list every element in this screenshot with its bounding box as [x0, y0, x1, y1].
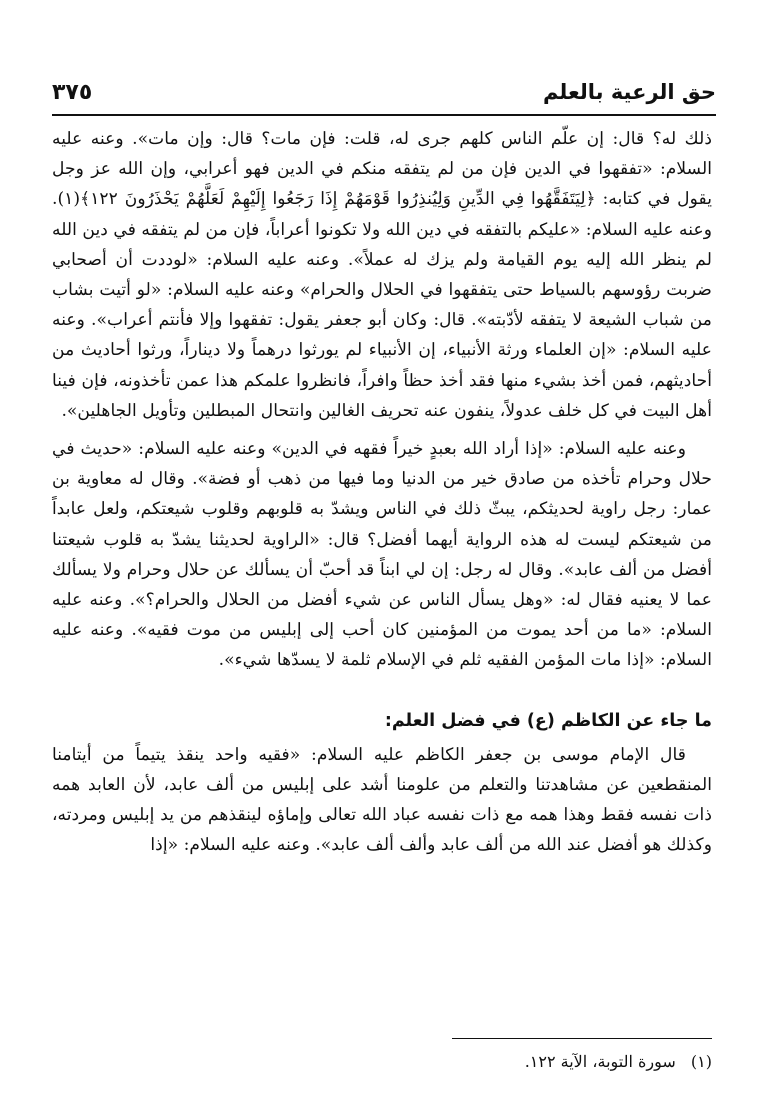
- footnote-divider: [452, 1038, 712, 1039]
- section-paragraph: قال الإمام موسى بن جعفر الكاظم عليه السلام: «فقيه واحد ينقذ يتيماً من أيتامنا المنقطعين عن مشاهدتنا والتعلم من علومنا أشد على إبليس من ألف عابد، لأن العابد همه ذات نفسه فقط وهذا همه مع ذات نفسه عباد الله تعالى وإماؤه لينقذهم من يد إبليس ومردته، وكذلك هو أفضل عند الله من ألف عابد وألف ألف عابد». وعنه عليه السلام: «إذا: [52, 744, 712, 856]
- footnote-number: (١): [690, 1052, 712, 1071]
- paragraph-1: ذلك له؟ قال: إن علّم الناس كلهم جرى له، قلت: فإن مات؟ قال: وإن مات». وعنه عليه السلام: «تفقهوا في الدين فإن من لم يتفقه منكم في الدين فهو أعرابي، وإن الله عز وجل يقول في كتابه: ﴿لِيَتَفَقَّهُوا فِي الدِّينِ وَلِيُنذِرُوا قَوْمَهُمْ إِذَا رَجَعُوا إِلَيْهِمْ لَعَلَّهُمْ يَحْذَرُونَ ١٢٢﴾(١). وعنه عليه السلام: «عليكم بالتفقه في دين الله ولا تكونوا أعراباً، فإن من لم يتفقه في دين الله لم ينظر الله إليه يوم القيامة ولم يزك له عملاً». وعنه عليه السلام: «لوددت أن أصحابي ضربت رؤوسهم بالسياط حتى يتفقهوا في الحلال والحرام» وعنه عليه السلام: «لو أتيت بشاب من شباب الشيعة لا يتفقه لأدّبته». قال: وكان أبو جعفر يقول: تفقهوا وإلا فأنتم أعراب». وعنه عليه السلام: «إن العلماء ورثة الأنبياء، إن الأنبياء لم يورثوا درهماً ولا ديناراً، ورثوا أحاديث من أحاديثهم، فمن أخذ بشيء منها فقد أخذ حظاً وافراً، فانظروا علمكم هذا عمن تأخذونه، فإن فينا أهل البيت في كل خلف عدولاً، ينفون عنه تحريف الغالين وانتحال المبطلين وتأويل الجاهلين».: [52, 129, 712, 421]
- page-body: [52, 124, 712, 869]
- paragraph-2: وعنه عليه السلام: «إذا أراد الله بعبدٍ خيراً فقهه في الدين» وعنه عليه السلام: «حديث في حلال وحرام تأخذه من صادق خير من الدنيا وما فيها من ذهب أو فضة». وقال له معاوية بن عمار: رجل راوية لحديثكم، يبثّ ذلك في الناس ويشدّ به قلوبهم وقلوب شيعتكم، ولعل عابداً من شيعتكم ليست له هذه الرواية أيهما أفضل؟ قال: «الراوية لحديثنا يشدّ به قلوب شيعتنا أفضل من ألف عابد». وقال له رجل: إن لي ابناً قد أحبّ أن يسألك عن حلال وحرام ولا يسألك عما لا يعنيه فقال له: «وهل يسأل الناس عن شيء أفضل من الحلال والحرام؟». وعنه عليه السلام: «ما من أحد يموت من المؤمنين كان أحب إلى إبليس من موت فقيه». وعنه عليه السلام: «إذا مات المؤمن الفقيه ثلم في الإسلام ثلمة لا يسدّها شيء».: [52, 439, 712, 671]
- footnote: [525, 1052, 712, 1071]
- page-number: ٣٧٥: [52, 80, 93, 105]
- section-heading: ما جاء عن الكاظم (ع) في فضل العلم:: [384, 710, 712, 731]
- page-header: [52, 72, 716, 116]
- running-title: حق الرعية بالعلم: [542, 80, 716, 104]
- footnote-text: سورة التوبة، الآية ١٢٢.: [524, 1052, 676, 1071]
